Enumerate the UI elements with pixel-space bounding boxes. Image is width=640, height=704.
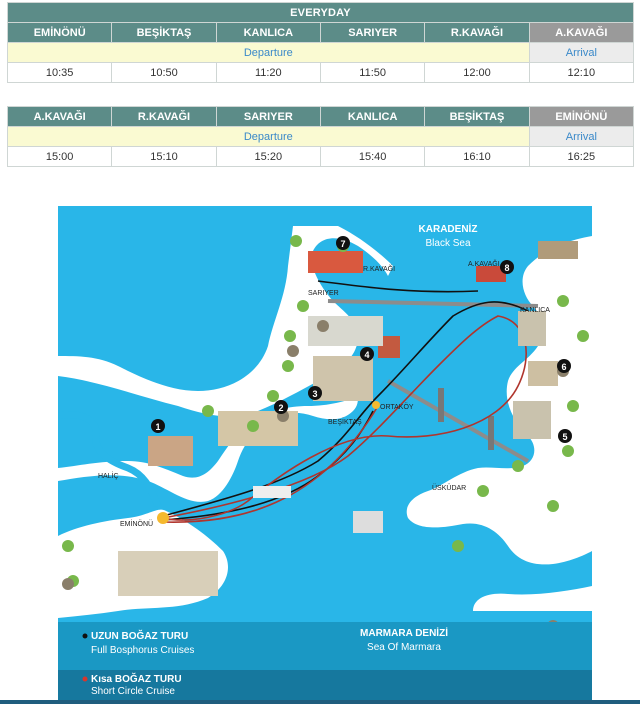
- map-svg: [58, 206, 592, 700]
- legend-long-dot: [83, 634, 88, 639]
- legend-long-title: UZUN BOĞAZ TURU: [91, 631, 189, 642]
- sea-south-tr: MARMARA DENİZİ: [360, 628, 448, 639]
- schedule-table-1: [7, 2, 634, 83]
- marker-label: 5: [562, 432, 568, 442]
- header-sariyer: SARIYER: [320, 23, 424, 43]
- header-r-kavagi: R.KAVAĞI: [112, 107, 216, 127]
- header-r-kavagi: R.KAVAĞI: [425, 23, 529, 43]
- time-cell: 10:35: [8, 63, 112, 83]
- label-eminonu: EMİNÖNÜ: [120, 521, 154, 528]
- sea-south-en: Sea Of Marmara: [367, 642, 441, 653]
- eminonu-dot: [157, 512, 169, 524]
- header-sariyer: SARIYER: [216, 107, 320, 127]
- ortakoy-dot: [372, 401, 380, 409]
- sea-north-tr: KARADENİZ: [418, 224, 478, 235]
- label-sariyer: SARIYER: [308, 290, 339, 297]
- bosphorus-map: [58, 206, 592, 700]
- header-a-kavagi: A.KAVAĞI: [8, 107, 112, 127]
- header-eminonu: EMİNÖNÜ: [529, 107, 633, 127]
- label-kanlica: KANLICA: [520, 307, 550, 314]
- arrival-label: Arrival: [529, 127, 633, 147]
- time-cell: 11:50: [320, 63, 424, 83]
- marker-label: 1: [155, 422, 161, 432]
- marker-label: 6: [561, 362, 567, 372]
- legend-short-subtitle: Short Circle Cruise: [91, 686, 175, 697]
- schedule-table-2: [7, 106, 634, 167]
- legend-short-title: Kısa BOĞAZ TURU: [91, 674, 182, 685]
- time-cell: 15:20: [216, 147, 320, 167]
- time-cell: 15:10: [112, 147, 216, 167]
- departure-label: Departure: [8, 43, 530, 63]
- bridge-tower: [488, 416, 494, 450]
- bridge-tower: [438, 388, 444, 422]
- schedule-banner: EVERYDAY: [8, 3, 634, 23]
- time-cell: 12:00: [425, 63, 529, 83]
- page-bottom-border: [0, 700, 640, 704]
- departure-label: Departure: [8, 127, 530, 147]
- marker-label: 4: [364, 350, 370, 360]
- sea-north-en: Black Sea: [425, 238, 471, 249]
- legend-long-subtitle: Full Bosphorus Cruises: [91, 645, 195, 656]
- header-besiktas: BEŞİKTAŞ: [112, 23, 216, 43]
- time-cell: 15:40: [320, 147, 424, 167]
- marker-label: 7: [340, 239, 346, 249]
- time-cell: 15:00: [8, 147, 112, 167]
- header-eminonu: EMİNÖNÜ: [8, 23, 112, 43]
- label-a-kavagi: A.KAVAĞI: [468, 261, 500, 268]
- header-a-kavagi: A.KAVAĞI: [529, 23, 633, 43]
- label-ortakoy: ORTAKÖY: [380, 404, 414, 411]
- marker-label: 8: [504, 263, 510, 273]
- header-kanlica: KANLICA: [216, 23, 320, 43]
- header-kanlica: KANLICA: [320, 107, 424, 127]
- arrival-label: Arrival: [529, 43, 633, 63]
- legend-short-dot: [83, 677, 88, 682]
- time-cell: 10:50: [112, 63, 216, 83]
- label-uskudar: ÜSKÜDAR: [432, 485, 467, 492]
- marker-label: 3: [312, 389, 318, 399]
- label-r-kavagi: R.KAVAĞI: [363, 266, 396, 273]
- time-cell: 11:20: [216, 63, 320, 83]
- header-besiktas: BEŞİKTAŞ: [425, 107, 529, 127]
- label-besiktas: BEŞİKTAŞ: [328, 419, 362, 426]
- label-halic: HALİÇ: [98, 473, 119, 480]
- time-cell: 16:25: [529, 147, 633, 167]
- time-cell: 12:10: [529, 63, 633, 83]
- time-cell: 16:10: [425, 147, 529, 167]
- marker-label: 2: [278, 403, 284, 413]
